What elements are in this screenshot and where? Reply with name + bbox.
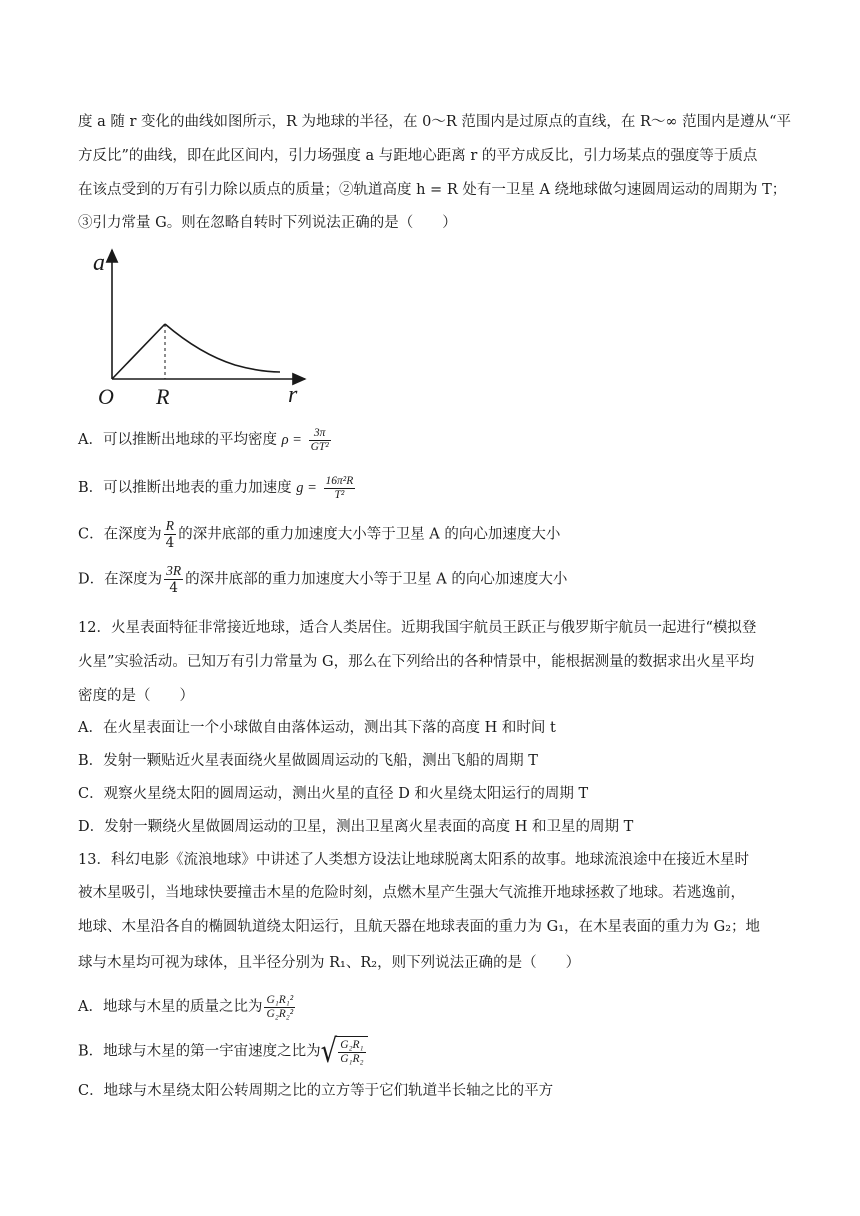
q12-stem-line-3: 密度的是（ ） [78,688,194,704]
q12-option-B: B．发射一颗贴近火星表面绕火星做圆周运动的飞船，测出飞船的周期 T [78,753,538,769]
q11-stem-line-2: 方反比”的曲线，即在此区间内，引力场强度 a 与距地心距离 r 的平方成反比，引力场某点的强度等于质点 [78,148,758,164]
q13-option-C: C．地球与木星绕太阳公转周期之比的立方等于它们轨道半长轴之比的平方 [78,1083,554,1099]
depth-fraction-C: $\frac{R}{4}$ [165,518,175,551]
q12-stem-line-1: 12．火星表面特征非常接近地球，适合人类居住。近期我国宇航员王跃正与俄罗斯宇航员一起进行“模拟登 [78,620,757,636]
mass-ratio-formula: $\frac{\text{G₁R₁²}}{\text{G₂R₂²}}$ [266,993,294,1020]
density-formula: $\frac{3\pi}{\text{GT²}}$ [310,426,329,453]
origin-label: O [98,384,114,409]
x-axis-label: r [288,382,298,408]
q11-stem-line-3: 在该点受到的万有引力除以质点的质量；②轨道高度 h = R 处有一卫星 A 绕地球做匀速圆周运动的周期为 T； [78,182,787,198]
q12-option-C: C．观察火星绕太阳的圆周运动，测出火星的直径 D 和火星绕太阳运行的周期 T [78,786,589,802]
q11-stem-line-1: 度 a 随 r 变化的曲线如图所示，R 为地球的半径，在 0～R 范围内是过原点的直线，在 R～∞ 范围内是遵从“平 [78,114,792,130]
q11-option-D: D．在深度为 $\frac{3R}{4}$ 的深井底部的重力加速度大小等于卫星 A 的向心加速度大小 [78,563,568,596]
q12-option-A: A．在火星表面让一个小球做自由落体运动，测出其下落的高度 H 和时间 t [78,720,556,736]
q13-option-B: B．地球与木星的第一宇宙速度之比为√ $\frac{\text{G₂R₁}}{\text{G₁R₂}}$ [78,1036,368,1067]
depth-fraction-D: $\frac{3R}{4}$ [166,563,182,596]
gravity-formula: $\frac{\text{16π²R}}{\text{T²}}$ [325,474,354,501]
y-axis-label: a [93,250,105,276]
q12-option-D: D．发射一颗绕火星做圆周运动的卫星，测出卫星离火星表面的高度 H 和卫星的周期 T [78,819,634,835]
q11-stem-line-4: ③引力常量 G。则在忽略自转时下列说法正确的是（ ） [78,215,457,231]
q11-option-A: A．可以推断出地球的平均密度 ρ = $\frac{3\pi}{\text{GT²}}$ [78,426,329,453]
q13-stem-line-3: 地球、木星沿各自的椭圆轨道绕太阳运行，且航天器在地球表面的重力为 G₁，在木星表面的重力为 G₂；地 [78,919,761,935]
q11-option-B: B．可以推断出地表的重力加速度 g = $\frac{\text{16π²R}}{\text{T²}}$ [78,474,354,501]
q13-stem-line-4: 球与木星均可视为球体，且半径分别为 R₁、R₂，则下列说法正确的是（ ） [78,955,581,971]
q13-stem-line-2: 被木星吸引，当地球快要撞击木星的危险时刻，点燃木星产生强大气流推开地球拯救了地球。若逃逸前， [78,885,745,901]
q13-option-A: A．地球与木星的质量之比为 $\frac{\text{G₁R₁²}}{\text{G₂R₂²}}$ [78,993,294,1020]
inverse-square-curve [165,324,280,372]
q11-option-C: C．在深度为 $\frac{R}{4}$ 的深井底部的重力加速度大小等于卫星 A 的向心加速度大小 [78,518,561,551]
q12-stem-line-2: 火星”实验活动。已知万有引力常量为 G，那么在下列给出的各种情景中，能根据测量的数据求出火星平均 [78,654,755,670]
sqrt-symbol: √ [320,1032,338,1071]
field-strength-graph [90,244,320,414]
tick-label-R: R [156,384,170,409]
q13-stem-line-1: 13．科幻电影《流浪地球》中讲述了人类想方设法让地球脱离太阳系的故事。地球流浪途中在接近木星时 [78,852,749,868]
velocity-ratio-formula: √ $\frac{\text{G₂R₁}}{\text{G₁R₂}}$ [321,1036,368,1067]
linear-segment [112,324,165,379]
